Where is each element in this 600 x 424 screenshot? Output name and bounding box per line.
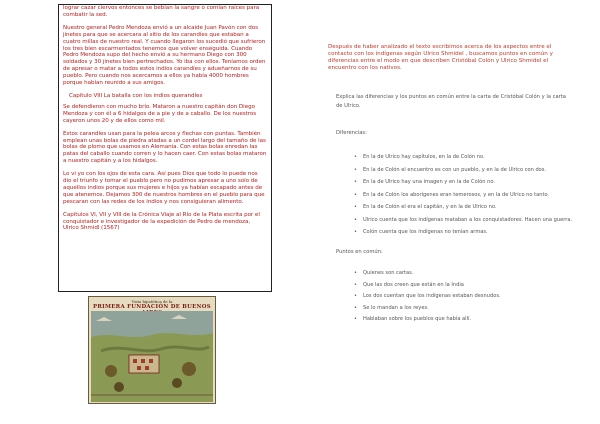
list-item: • Se lo mandan a los reyes. bbox=[354, 304, 429, 311]
chronicle-paragraph: Estos carandíes usan para la pelea arcos y flechas con puntas. También emplean unas bolas de piedra atadas a un cordel largo del tamaño de las bolas de plomo que usamos en Alemania. Con estas bolas enredan las patas del caballo cuando corren y lo hacen caer. Con estas bolas mataron a nuestro capitán y a los hidalgos. bbox=[63, 130, 267, 165]
map-caption-title: PRIMERA FUNDACIÓN DE BUENOS bbox=[93, 304, 211, 310]
chronicle-paragraph: lograr cazar ciervos entonces se bebían la sangre o comían raíces para combatir la sed. bbox=[63, 5, 260, 18]
list-item: • Ulrico cuenta que los indígenas mataban a los conquistadores. Hacen una guerra. bbox=[354, 216, 573, 223]
chronicle-paragraph: Lo vi yo con los ojos de esta cara. Así pues Dios que todo lo puede nos dio el triunfo y tomar el pueblo pero no pudimos apresar a uno solo de aquellos indios porque sus mujeres e hijos ya habían escapado antes de que atenemos. Dejamos 300 de nuestros hombres en el pueblo para que pescaran con las redes de los indios y nos consiguieran alimento. bbox=[63, 171, 265, 205]
bullet-icon: • bbox=[354, 204, 357, 210]
list-item: • En la de Colón el era el capitán, y en la de Ulrico no. bbox=[354, 204, 497, 210]
bullet-icon: • bbox=[354, 304, 357, 311]
bullet-icon: • bbox=[354, 229, 357, 235]
differences-title: Diferencias: bbox=[336, 130, 367, 136]
chronicle-text-box bbox=[58, 4, 272, 292]
list-item: • Quienes son cartas. bbox=[354, 270, 414, 276]
bullet-icon: • bbox=[354, 270, 357, 276]
list-item: • En la de Colón los aborígenes eran temerosos, y en la de Ulrico no tanto. bbox=[354, 191, 550, 198]
list-item: • En la de Ulrico hay una imagen y en la de Colón no. bbox=[354, 179, 495, 185]
map-illustration bbox=[91, 311, 213, 402]
bullet-icon: • bbox=[354, 281, 357, 288]
buenos-aires-map-image bbox=[88, 296, 216, 404]
list-item: • En la de Ulrico hay capítulos, en la de Colón no. bbox=[354, 154, 485, 160]
list-item: • Que las dos creen que están en la India bbox=[354, 281, 464, 288]
list-item: • Colón cuenta que los indígenas no tenían armas. bbox=[354, 229, 488, 235]
bullet-icon: • bbox=[354, 293, 357, 300]
chronicle-source: Capítulos VI, VII y VIII de la Crónica Viaje al Río de la Plata escrita por el conquistador e investigador de la expedición de Pedro de mendoza, Ulrico Shmidl (1567) bbox=[63, 211, 260, 232]
map-caption-small: Vista hipotética de la bbox=[131, 299, 173, 304]
list-item: • Hablaban sobre los pueblos que había allí. bbox=[354, 316, 472, 323]
chapter-heading: Capítulo VIII La batalla con los indios querandíes bbox=[69, 92, 203, 99]
bullet-icon: • bbox=[354, 316, 357, 323]
bullet-icon: • bbox=[354, 216, 357, 223]
bullet-icon: • bbox=[354, 154, 357, 160]
chronicle-paragraph: Nuestro general Pedro Mendoza envió a un alcaide Juan Pavón con dos jinetes para que se acercara al sitio de los carandíes que estaban a cuatro millas de nuestro real. Y cuando llegaron los sucedió que sufrieron los tres bien escarmentados tenemos que volver enseguida. Cuando Pedro Mendoza supo del hecho envió a su hermano Diego con 300 soldados y 30 jinetes bien pertrechados. Yo iba con ellos. Teníamos orden de apresar o matar a todos estos indios carandíes y adueñarnos de su pueblo. Pero cuando nos acercamos a ellos ya había 4000 hombres porque habían reunido a sus amigos. bbox=[63, 24, 266, 87]
differences-list bbox=[354, 154, 572, 242]
common-points-title: Puntos en común: bbox=[336, 249, 383, 255]
common-points-list bbox=[354, 270, 501, 328]
bullet-icon: • bbox=[354, 191, 357, 198]
bullet-icon: • bbox=[354, 166, 357, 173]
list-item: • En la de Colón el encuentro es con un pueblo, y en la de Ulrico con dos. bbox=[354, 166, 547, 173]
list-item: • Los dos cuentan que los indígenas estaban desnudos. bbox=[354, 293, 501, 300]
chronicle-paragraph: Se defendieron con mucho brío. Mataron a nuestro capitán don Diego Mendoza y con él a 6 hidalgos de a pie y de a caballo. De los nuestros cayeron unos 20 y de ellos como mil. bbox=[63, 103, 257, 124]
analysis-instruction: Explica las diferencias y los puntos en común entre la carta de Cristóbal Colón y la carta de Ulrico. bbox=[336, 94, 566, 109]
bullet-icon: • bbox=[354, 179, 357, 185]
analysis-intro: Después de haber analizado el texto escribimos acerca de los aspectos entre el contacto con los indígenas según Ulrico Shmidel , buscamos puntos en común y diferencias entre el modo en que describen Cristóbal Colón y Ulrico Shmidel el encuentro con los nativos. bbox=[328, 44, 553, 71]
